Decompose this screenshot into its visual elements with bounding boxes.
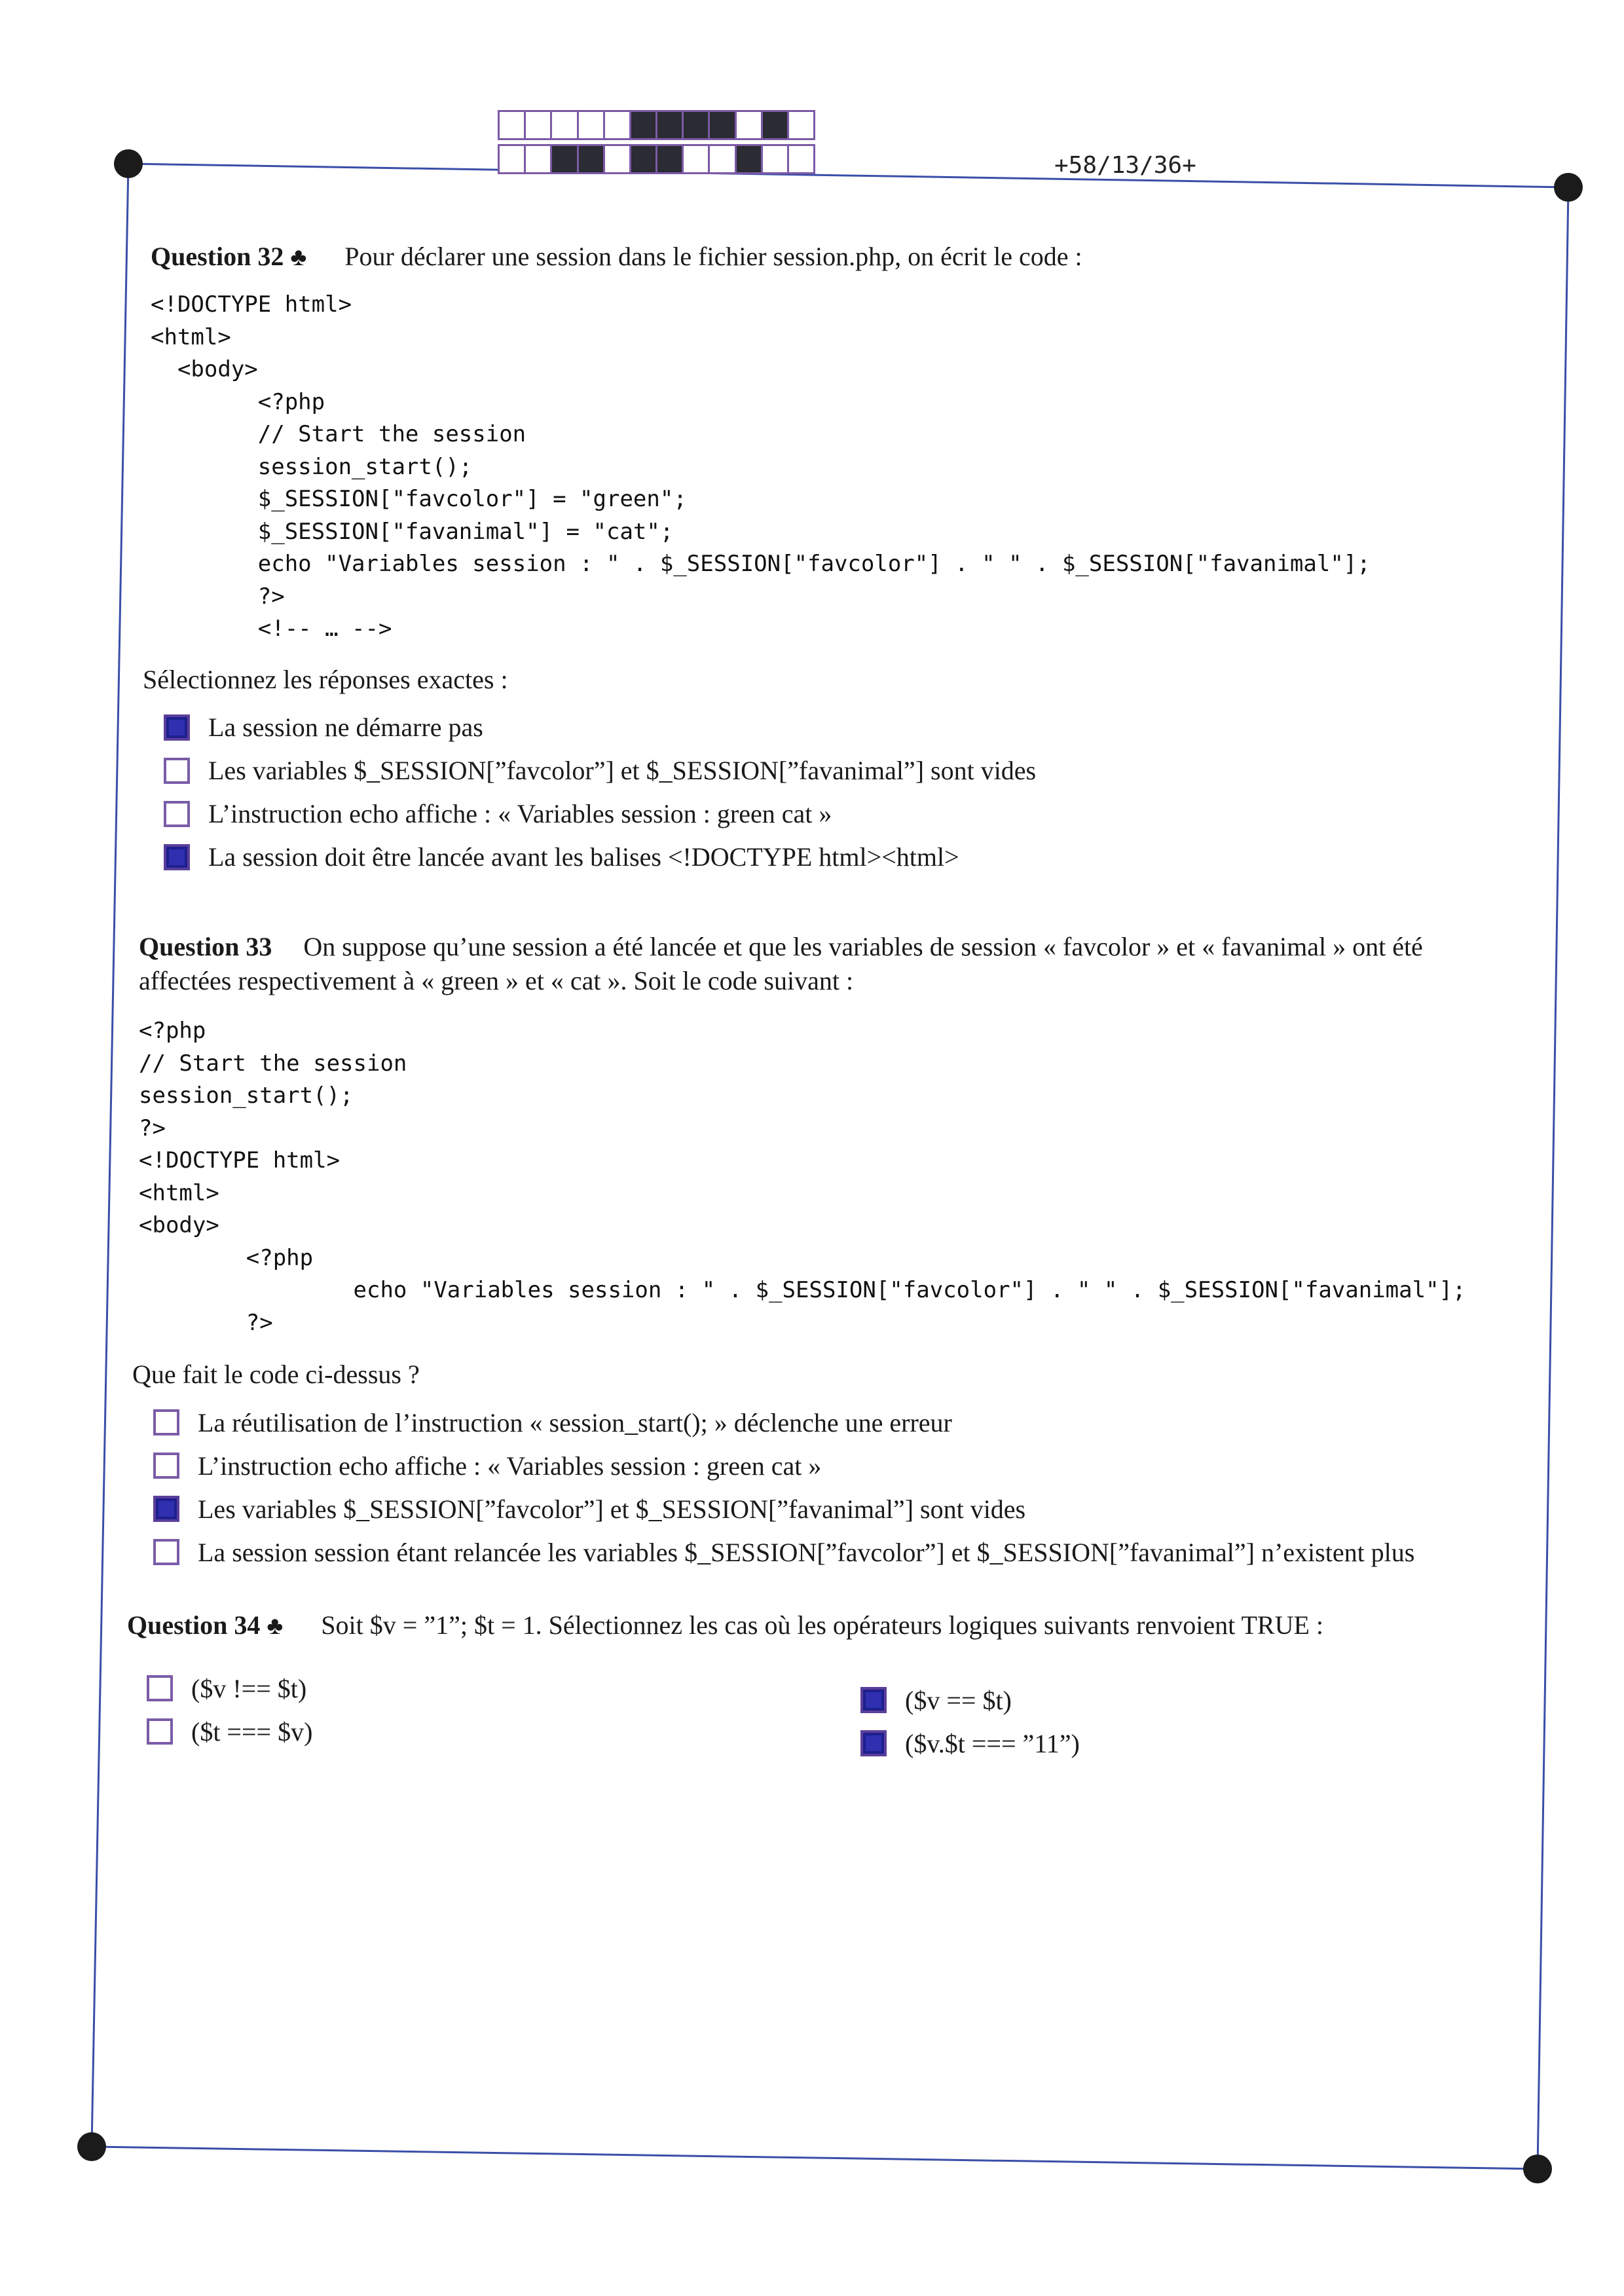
barcode-cell bbox=[500, 112, 526, 138]
barcode-cell bbox=[763, 112, 789, 138]
choice-list bbox=[164, 706, 1526, 879]
barcode-cell bbox=[500, 146, 526, 172]
checkbox[interactable] bbox=[164, 844, 190, 870]
choice-item[interactable] bbox=[153, 1530, 1547, 1574]
page-id: +58/13/36+ bbox=[1054, 152, 1196, 179]
barcode-row-2 bbox=[498, 144, 815, 174]
barcode-cell bbox=[737, 112, 763, 138]
barcode-cell bbox=[710, 146, 736, 172]
question-33-header bbox=[139, 930, 1547, 964]
choice-label: ($t === $v) bbox=[191, 1716, 313, 1747]
checkbox[interactable] bbox=[147, 1675, 173, 1701]
choice-column-left bbox=[147, 1667, 860, 1765]
choice-item[interactable] bbox=[153, 1487, 1547, 1530]
question-prompt: Que fait le code ci-dessus ? bbox=[132, 1360, 420, 1389]
barcode-cell bbox=[710, 112, 736, 138]
question-34-header bbox=[127, 1608, 1568, 1643]
question-34 bbox=[127, 1608, 1568, 1765]
question-title bbox=[151, 242, 313, 271]
question-number: Question 34 bbox=[127, 1610, 261, 1640]
question-32 bbox=[143, 240, 1526, 879]
barcode-cell bbox=[789, 146, 813, 172]
checkbox[interactable] bbox=[164, 714, 190, 741]
choice-label: ($v !== $t) bbox=[191, 1673, 307, 1703]
barcode-cell bbox=[684, 146, 710, 172]
checkbox[interactable] bbox=[153, 1496, 179, 1522]
corner-marker-bottom-left bbox=[77, 2132, 106, 2161]
choice-item[interactable] bbox=[147, 1710, 860, 1753]
barcode-cell bbox=[763, 146, 789, 172]
barcode-cell bbox=[552, 112, 578, 138]
code-block: <?php // Start the session session_start(); ?> <!DOCTYPE html> <html> <body> <?php echo "Variables session : " . $_SESSION["favcolor"] . " " . $_SESSION["favanimal"]; ?> bbox=[139, 1018, 1466, 1336]
barcode-cell bbox=[631, 112, 657, 138]
checkbox[interactable] bbox=[164, 801, 190, 827]
question-prompt: Sélectionnez les réponses exactes : bbox=[143, 664, 508, 694]
barcode-cell bbox=[631, 146, 657, 172]
choice-column-right bbox=[860, 1678, 1080, 1765]
choice-item[interactable] bbox=[164, 836, 1526, 879]
checkbox[interactable] bbox=[860, 1687, 887, 1713]
barcode-cell bbox=[605, 146, 631, 172]
choice-list bbox=[153, 1401, 1547, 1574]
choice-label: La réutilisation de l’instruction « session_start(); » déclenche une erreur bbox=[198, 1407, 952, 1437]
choice-item[interactable] bbox=[164, 749, 1526, 792]
barcode-cell bbox=[737, 146, 763, 172]
question-title bbox=[127, 1610, 289, 1640]
choice-item[interactable] bbox=[860, 1678, 1080, 1722]
choice-item[interactable] bbox=[153, 1444, 1547, 1487]
corner-marker-top-left bbox=[114, 149, 143, 178]
checkbox[interactable] bbox=[164, 758, 190, 784]
barcode-cell bbox=[789, 112, 813, 138]
choice-label: Les variables $_SESSION[”favcolor”] et $_SESSION[”favanimal”] sont vides bbox=[208, 756, 1037, 785]
choice-label: ($v.$t === ”11”) bbox=[905, 1728, 1080, 1758]
barcode-cell bbox=[552, 146, 578, 172]
question-text-line-1: On suppose qu’une session a été lancée et que les variables de session « favcolor » et « favanimal » ont été bbox=[303, 932, 1423, 961]
choice-label: ($v == $t) bbox=[905, 1685, 1012, 1715]
barcode-cell bbox=[526, 146, 552, 172]
barcode-cell bbox=[605, 112, 631, 138]
question-number: Question 33 bbox=[139, 932, 272, 961]
barcode-cell bbox=[579, 112, 605, 138]
choice-item[interactable] bbox=[147, 1667, 860, 1710]
barcode-cell bbox=[526, 112, 552, 138]
club-icon: ♣ bbox=[267, 1612, 284, 1640]
choice-label: L’instruction echo affiche : « Variables session : green cat » bbox=[208, 799, 832, 828]
barcode-cell bbox=[657, 112, 684, 138]
question-number: Question 32 bbox=[151, 242, 284, 271]
choice-grid bbox=[147, 1667, 1568, 1765]
club-icon: ♣ bbox=[290, 244, 307, 271]
checkbox[interactable] bbox=[153, 1409, 179, 1435]
barcode bbox=[498, 110, 815, 178]
barcode-row-1 bbox=[498, 110, 815, 140]
code-block: <!DOCTYPE html> <html> <body> <?php // Start the session session_start(); $_SESSION["favcolor"] = "green"; $_SESSION["favanimal"] = "cat"; echo "Variables session : " . $_SESSION["favcolor"] . " " . $_SESSION["favanimal"]; ?> <!-- … --> bbox=[151, 291, 1371, 642]
barcode-cell bbox=[579, 146, 605, 172]
checkbox[interactable] bbox=[153, 1539, 179, 1565]
choice-label: La session ne démarre pas bbox=[208, 713, 483, 742]
barcode-cell bbox=[684, 112, 710, 138]
checkbox[interactable] bbox=[153, 1453, 179, 1479]
choice-item[interactable] bbox=[153, 1401, 1547, 1444]
corner-marker-bottom-right bbox=[1523, 2155, 1552, 2183]
question-33 bbox=[132, 930, 1547, 1574]
choice-item[interactable] bbox=[164, 706, 1526, 749]
choice-item[interactable] bbox=[164, 792, 1526, 836]
choice-item[interactable] bbox=[860, 1722, 1080, 1765]
barcode-cell bbox=[657, 146, 684, 172]
question-text: Pour déclarer une session dans le fichier session.php, on écrit le code : bbox=[344, 242, 1082, 271]
choice-label: Les variables $_SESSION[”favcolor”] et $_SESSION[”favanimal”] sont vides bbox=[198, 1494, 1026, 1524]
choice-label: La session session étant relancée les variables $_SESSION[”favcolor”] et $_SESSION[”favanimal”] n’existent plus bbox=[198, 1537, 1415, 1567]
checkbox[interactable] bbox=[147, 1718, 173, 1745]
corner-marker-top-right bbox=[1554, 173, 1583, 202]
choice-label: La session doit être lancée avant les balises <!DOCTYPE html><html> bbox=[208, 842, 959, 872]
checkbox[interactable] bbox=[860, 1730, 887, 1756]
question-text-line-2: affectées respectivement à « green » et « cat ». Soit le code suivant : bbox=[139, 966, 854, 995]
question-text: Soit $v = ”1”; $t = 1. Sélectionnez les cas où les opérateurs logiques suivants renvoient TRUE : bbox=[321, 1610, 1324, 1640]
question-32-header bbox=[151, 240, 1526, 274]
choice-label: L’instruction echo affiche : « Variables session : green cat » bbox=[198, 1451, 822, 1481]
